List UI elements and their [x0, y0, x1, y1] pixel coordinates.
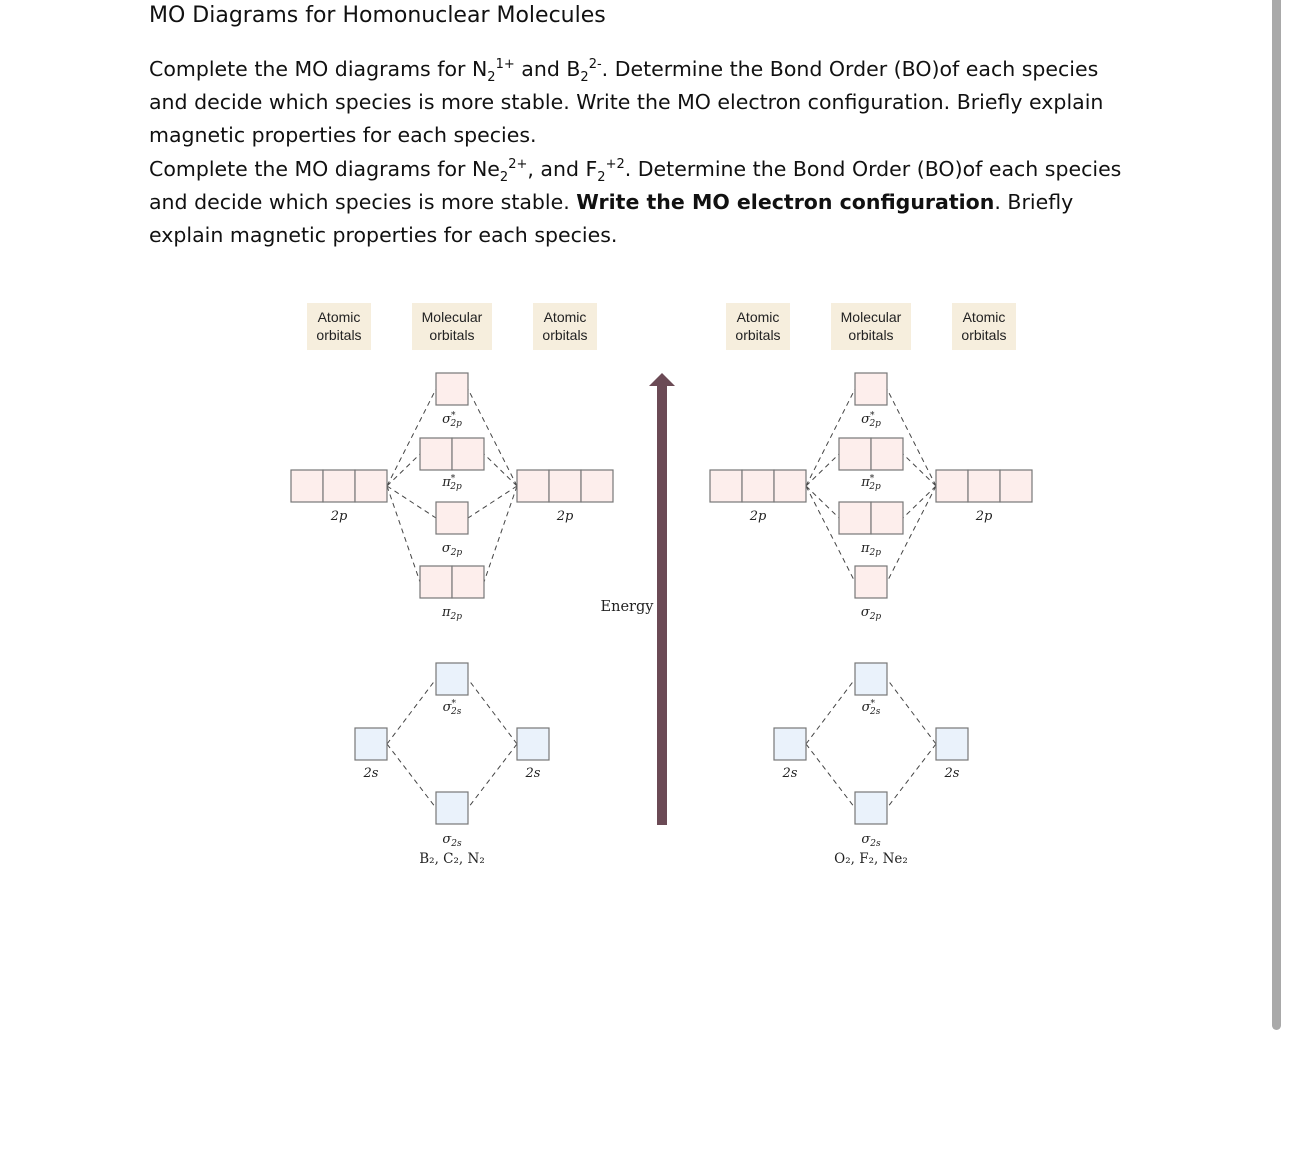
orbital-box-sigma-star-2p	[436, 373, 468, 405]
label-sigma-2s: $\sigma_{2s}$	[861, 832, 881, 849]
connector-line	[387, 486, 436, 518]
orbital-box-2p	[774, 470, 806, 502]
label-2p: 2p	[556, 509, 574, 524]
diagram-caption-left: B₂, C₂, N₂	[419, 851, 485, 867]
page-title: MO Diagrams for Homonuclear Molecules	[149, 3, 606, 28]
orbital-box-2p	[1000, 470, 1032, 502]
orbital-box-2p	[710, 470, 742, 502]
orbital-box-pi-star-2p	[839, 438, 871, 470]
label-sigma-star-2p: σ* 2p	[442, 411, 462, 429]
energy-label: Energy	[600, 599, 654, 615]
label-sigma-2p: $\sigma_{2p}$	[860, 605, 882, 622]
orbital-box-2p	[581, 470, 613, 502]
connector-line	[903, 486, 936, 518]
header-line-1: Atomic	[543, 309, 587, 325]
label-sigma-star-2s: σ* 2s	[861, 699, 881, 717]
label-2p: 2p	[749, 509, 767, 524]
connector-line	[468, 486, 517, 518]
label-pi-star-2p: π* 2p	[861, 474, 881, 492]
connector-line	[887, 679, 936, 744]
header-line-2: orbitals	[429, 327, 475, 343]
label-2p: 2p	[330, 509, 348, 524]
orbital-box-sigma-2p	[855, 566, 887, 598]
label-2p: 2p	[975, 509, 993, 524]
connector-line	[387, 454, 420, 486]
connector-line	[387, 486, 420, 582]
orbital-box-pi-2p	[839, 502, 871, 534]
connector-line	[806, 679, 855, 744]
orbital-boxes	[291, 303, 1032, 825]
orbital-box-sigma-star-2s	[436, 663, 468, 695]
label-sigma-2s: $\sigma_{2s}$	[442, 832, 462, 849]
energy-arrow-shaft	[657, 384, 667, 825]
orbital-box-2s	[936, 728, 968, 760]
connector-line	[468, 679, 517, 744]
orbital-box-sigma-2s	[855, 792, 887, 824]
label-2s: 2s	[525, 766, 541, 781]
label-2s: 2s	[944, 766, 960, 781]
connector-line	[387, 744, 436, 808]
orbital-box-2s	[355, 728, 387, 760]
orbital-box-2p	[549, 470, 581, 502]
header-line-1: Atomic	[962, 309, 1006, 325]
orbital-box-2s	[774, 728, 806, 760]
label-2s: 2s	[363, 766, 379, 781]
orbital-box-2p	[517, 470, 549, 502]
energy-arrow-head	[649, 373, 675, 386]
header-line-2: orbitals	[735, 327, 781, 343]
header-line-1: Molecular	[840, 309, 902, 325]
connector-line	[484, 486, 517, 582]
label-sigma-star-2p: σ* 2p	[861, 411, 881, 429]
connector-line	[387, 679, 436, 744]
question-1: Complete the MO diagrams for $N_2^{1+}$ and $B_2^{2-}$. Determine the Bond Order (BO)of each species and decide which species is more stable. Write the MO electron configuration. Briefly explain magnetic properties for each species.	[149, 57, 1104, 147]
orbital-box-pi-2p	[452, 566, 484, 598]
connector-line	[903, 454, 936, 486]
connector-line	[806, 486, 839, 518]
orbital-box-pi-2p	[871, 502, 903, 534]
orbital-box-pi-star-2p	[452, 438, 484, 470]
connector-line	[806, 454, 839, 486]
label-pi-2p: $\pi_{2p}$	[441, 605, 463, 622]
connector-line	[468, 744, 517, 808]
diagram-caption-right: O₂, F₂, Ne₂	[834, 851, 908, 867]
orbital-box-sigma-2s	[436, 792, 468, 824]
orbital-box-sigma-star-2p	[855, 373, 887, 405]
orbital-box-pi-star-2p	[420, 438, 452, 470]
orbital-box-pi-star-2p	[871, 438, 903, 470]
connector-line	[484, 454, 517, 486]
orbital-box-2p	[742, 470, 774, 502]
label-pi-star-2p: π* 2p	[442, 474, 462, 492]
label-2s: 2s	[782, 766, 798, 781]
orbital-box-pi-2p	[420, 566, 452, 598]
header-line-2: orbitals	[316, 327, 362, 343]
header-line-2: orbitals	[961, 327, 1007, 343]
header-line-1: Atomic	[736, 309, 780, 325]
label-sigma-2p: $\sigma_{2p}$	[441, 541, 463, 558]
label-pi-2p: $\pi_{2p}$	[860, 541, 882, 558]
orbital-box-2p	[323, 470, 355, 502]
orbital-box-2p	[355, 470, 387, 502]
orbital-box-2p	[291, 470, 323, 502]
orbital-box-2s	[517, 728, 549, 760]
header-line-1: Molecular	[421, 309, 483, 325]
header-line-1: Atomic	[317, 309, 361, 325]
orbital-box-sigma-star-2s	[855, 663, 887, 695]
connector-line	[887, 744, 936, 808]
orbital-box-sigma-2p	[436, 502, 468, 534]
connector-line	[806, 744, 855, 808]
label-sigma-star-2s: σ* 2s	[442, 699, 462, 717]
orbital-box-2p	[968, 470, 1000, 502]
header-line-2: orbitals	[542, 327, 588, 343]
question-2: Complete the MO diagrams for $Ne_2^{2+}$, and $F_2^{+2}$. Determine the Bond Order (BO)of each species and decide which species is more stable. Write the MO electron configuration. Briefly explain magnetic properties for each species.	[149, 157, 1122, 247]
orbital-box-2p	[936, 470, 968, 502]
header-line-2: orbitals	[848, 327, 894, 343]
